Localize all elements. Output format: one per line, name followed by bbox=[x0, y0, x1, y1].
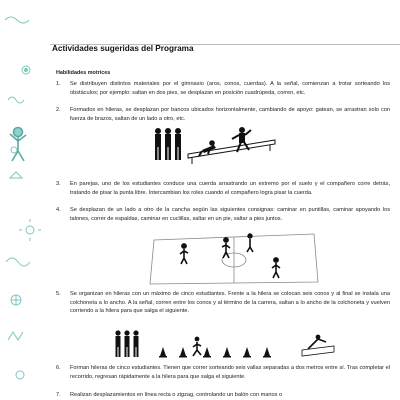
item-number: 2. bbox=[56, 107, 61, 113]
activity-item-2 bbox=[56, 106, 390, 123]
activity-item-5 bbox=[56, 290, 390, 316]
activity-item-3 bbox=[56, 180, 390, 197]
item-number: 4. bbox=[56, 207, 61, 213]
mat-icon bbox=[302, 335, 334, 356]
court-illustration bbox=[148, 230, 320, 286]
cone-icon bbox=[159, 347, 271, 358]
item-number: 3. bbox=[56, 181, 61, 187]
activity-item-1 bbox=[56, 80, 390, 97]
item-text: Forman hileras de cinco estudiantes. Tienen que correr sorteando seis vallas separadas a dos metros entre sí. Tras completar el recorrido, regresan rápidamente a la hilera para que salga el siguiente. bbox=[70, 365, 390, 380]
item-text: En parejas, uno de los estudiantes conduce una cuerda arrastrando un extremo por el suelo y el compañero corre detrás, tratando de pisar la punta libre. Intercambian los roles cuando el compañero logra pisar la cuerda. bbox=[70, 181, 390, 196]
item-number: 5. bbox=[56, 291, 61, 297]
activity-item-6 bbox=[56, 364, 390, 381]
cones-illustration bbox=[112, 328, 337, 360]
item-text: Se distribuyen distintos materiales por el gimnasio (aros, conos, cuerdas). A la señal, comienzan a trotar sorteando los obstáculos; por ejemplo: saltan en dos pies, se desplazan en posición cuadrúpeda, corren, etc. bbox=[70, 81, 390, 96]
item-text: Se desplazan de un lado a otro de la cancha según las siguientes consignas: caminar en puntillas, caminar apoyando los talones, correr de espaldas, caminar en cuclillas, saltar en un pie, saltar a pies juntos. bbox=[70, 207, 390, 222]
document-title: Actividades sugeridas del Programa bbox=[52, 44, 194, 53]
child-figure-icon bbox=[10, 128, 26, 162]
item-number: 6. bbox=[56, 365, 61, 371]
activity-item-4 bbox=[56, 206, 390, 223]
activity-item-7 bbox=[56, 391, 390, 400]
item-text: Formados en hileras, se desplazan por bancos ubicados horizontalmente, cambiando de apoyo: gatean, se arrastran solo con fuerza de brazos, saltan de un lado a otro, etc. bbox=[70, 107, 390, 122]
item-text: Realizan desplazamientos en línea recta o zigzag, controlando un balón con manos o bbox=[70, 392, 283, 398]
sidebar-doodles bbox=[0, 0, 50, 400]
sun-icon bbox=[26, 226, 34, 234]
bench-illustration bbox=[150, 124, 280, 166]
section-title: Habilidades motrices bbox=[56, 70, 111, 76]
item-text: Se organizan en hileras con un máximo de cinco estudiantes. Frente a la hilera se colocan seis conos y al final se instala una colchoneta a lo ancho. A la señal, corren entre los conos y al término de la carrera, saltan a lo ancho de la colchoneta y vuelven corriendo a la hilera para que salga el siguiente. bbox=[70, 291, 390, 315]
item-number: 7. bbox=[56, 392, 61, 398]
item-number: 1. bbox=[56, 81, 61, 87]
